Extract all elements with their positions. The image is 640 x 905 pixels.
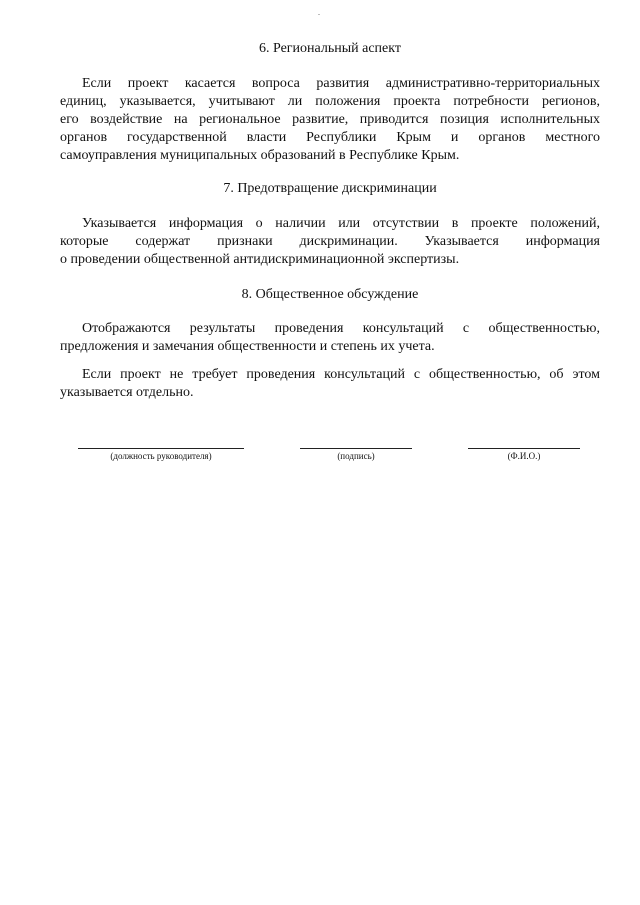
section-6-line-5: самоуправления муниципальных образований в Республике Крым. [60, 148, 460, 163]
name-label: (Ф.И.О.) [507, 451, 541, 461]
section-6-line-1: Если проект касается вопроса развития административно-территориальных [82, 76, 600, 91]
position-signature-line [78, 448, 244, 449]
section-8-para2-line-2: указывается отдельно. [60, 385, 194, 400]
section-6-heading: 6. Региональный аспект [258, 41, 401, 56]
section-6-line-3: его воздействие на региональное развитие, приводится позиция исполнительных [60, 112, 600, 127]
section-7-line-2: которые содержат признаки дискриминации. Указывается информация [60, 234, 600, 249]
section-8-para2-line-1: Если проект не требует проведения консультаций с общественностью, об этом [82, 367, 600, 382]
section-7-heading: 7. Предотвращение дискриминации [223, 181, 437, 196]
signature-line [300, 448, 412, 449]
section-7-line-3: о проведении общественной антидискриминационной экспертизы. [60, 252, 460, 267]
page-mark [318, 14, 320, 15]
signature-label: (подпись) [337, 451, 375, 461]
section-7-line-1: Указывается информация о наличии или отсутствии в проекте положений, [82, 216, 600, 231]
section-8-para1-line-2: предложения и замечания общественности и степень их учета. [60, 339, 435, 354]
section-6-line-4: органов государственной власти Республики Крым и органов местного [60, 130, 600, 145]
position-label: (должность руководителя) [110, 451, 212, 461]
section-6-line-2: единиц, указывается, учитывают ли положения проекта потребности регионов, [60, 94, 600, 109]
section-8-para1-line-1: Отображаются результаты проведения консультаций с общественностью, [82, 321, 600, 336]
section-8-heading: 8. Общественное обсуждение [241, 287, 419, 302]
name-signature-line [468, 448, 580, 449]
